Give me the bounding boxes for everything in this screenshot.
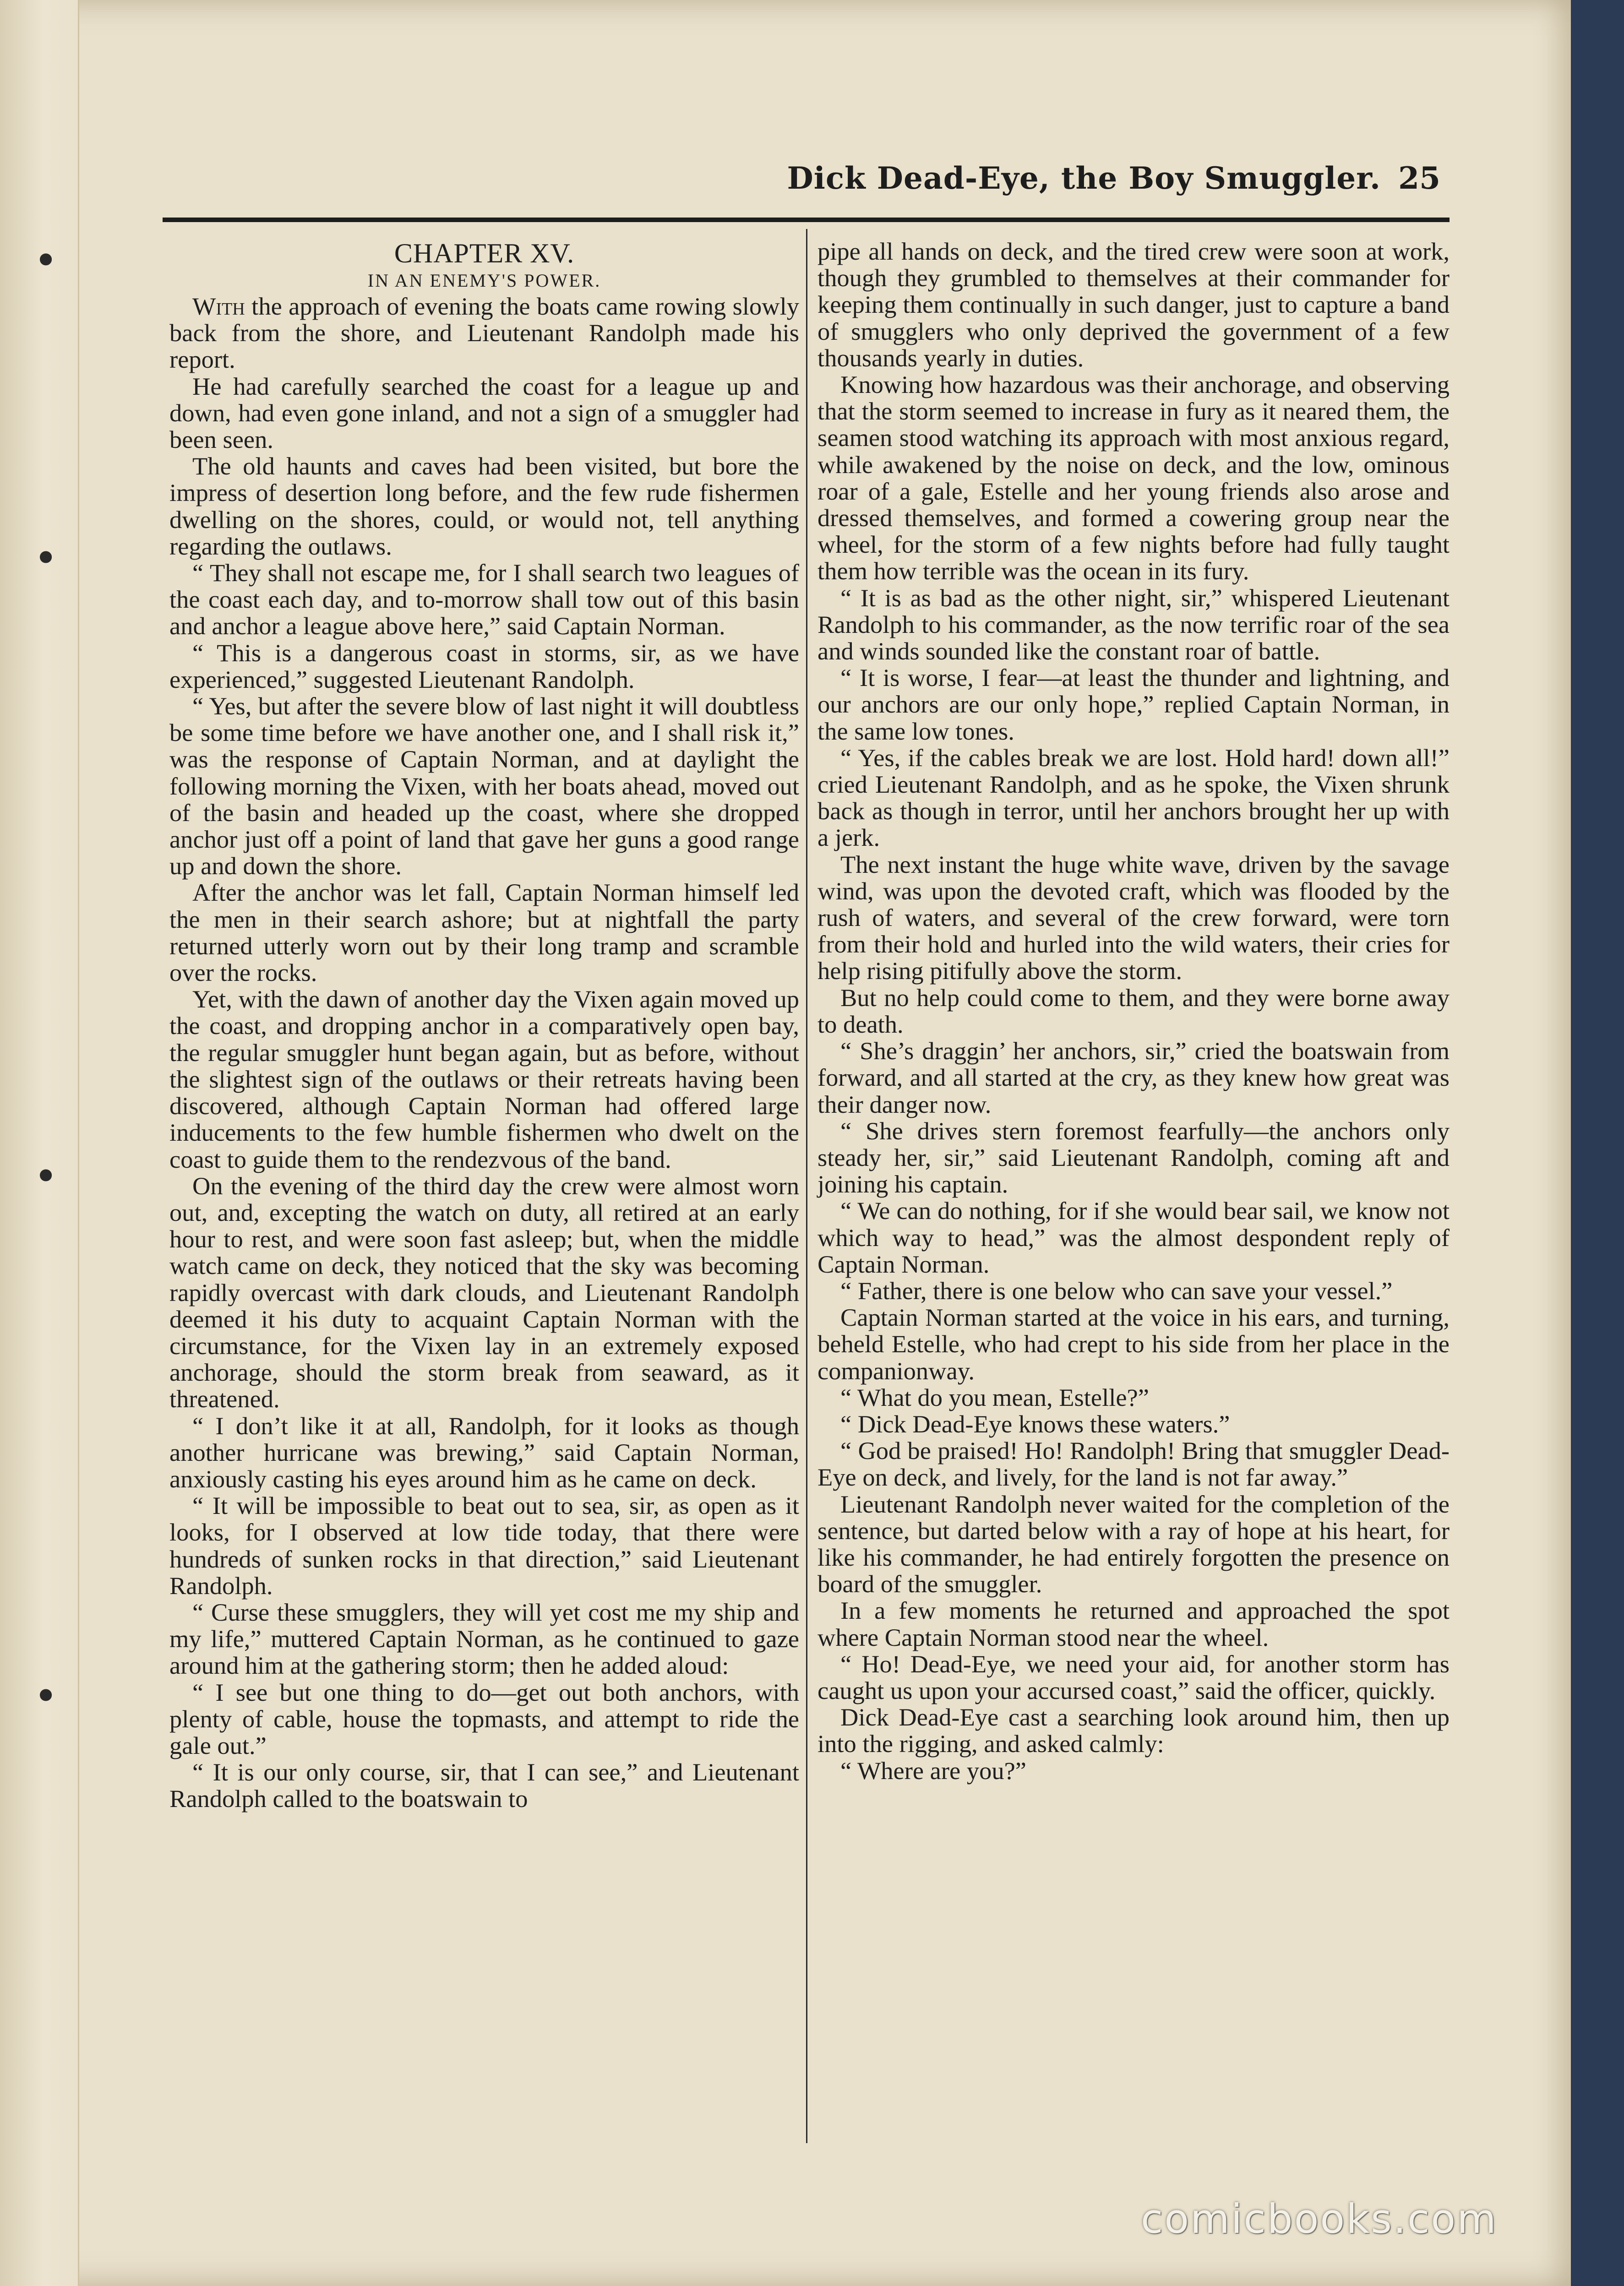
paragraph: “ They shall not escape me, for I shall search two leagues of the coast each day, and to-morrow shall tow out of this basin and anchor a league above here,” said Captain Norman. [169, 559, 799, 640]
paragraph: “ She drives stern foremost fearfully—the anchors only steady her, sir,” said Lieutenant Randolph, coming aft and joining his captain. [817, 1116, 1450, 1198]
stitch-mark-icon: • [33, 237, 58, 285]
chapter-subtitle: IN AN ENEMY'S POWER. [367, 270, 601, 291]
paragraph: With the approach of evening the boats came rowing slowly back from the shore, and Lieutenant Randolph made his report. [169, 292, 800, 374]
paragraph: “ Where are you?” [840, 1756, 1026, 1785]
paragraph: In a few moments he returned and approached the spot where Captain Norman stood near the wheel. [817, 1596, 1450, 1651]
paragraph: “ Ho! Dead-Eye, we need your aid, for another storm has caught us upon your accursed coast,” said the officer, quickly. [817, 1649, 1450, 1704]
left-column [169, 238, 799, 1812]
stitch-mark-icon: • [33, 534, 58, 582]
page-number: 25 [1398, 160, 1440, 196]
running-title: Dick Dead-Eye, the Boy Smuggler. [787, 160, 1381, 196]
paragraph: On the evening of the third day the crew were almost worn out, and, excepting the watch on duty, all retired at an early hour to rest, and were soon fast asleep; but, when the middle watch came on deck, they noticed that the sky was becoming rapidly overcast with dark clouds, and Lieutenant Randolph deemed it his duty to acquaint Captain Norman with the circumstance, for the Vixen lay in an extremely exposed anchorage, should the storm break from seaward, as it threatened. [169, 1171, 799, 1413]
paragraph: “ I see but one thing to do—get out both anchors, with plenty of cable, house the topmasts, and attempt to ride the gale out.” [169, 1678, 799, 1759]
paragraph: Captain Norman started at the voice in his ears, and turning, beheld Estelle, who had crept to his side from her place in the companionway. [817, 1303, 1450, 1385]
paragraph: Dick Dead-Eye cast a searching look around him, then up into the rigging, and asked calmly: [817, 1703, 1450, 1758]
paragraph: “ Yes, but after the severe blow of last night it will doubtless be some time before we have another one, and I shall risk it,” was the response of Captain Norman, and at daylight the following morning the Vixen, with her boats ahead, moved out of the basin and headed up the coast, where she dropped anchor just off a point of land that gave her guns a good range up and down the shore. [169, 692, 799, 880]
stitch-mark-icon: • [33, 1153, 58, 1201]
paragraph: Lieutenant Randolph never waited for the completion of the sentence, but darted below with a ray of hope at his heart, for like his commander, he had entirely forgotten the presence on board of the smuggler. [817, 1490, 1450, 1598]
paragraph: “ Father, there is one below who can save your vessel.” [840, 1276, 1393, 1305]
paragraph: “ It is worse, I fear—at least the thunder and lightning, and our anchors are our only hope,” replied Captain Norman, in the same low tones. [817, 664, 1450, 745]
column-divider [806, 229, 807, 2143]
paragraph: The next instant the huge white wave, driven by the savage wind, was upon the devoted craft, which was flooded by the rush of waters, and several of the crew forward, were torn from their hold and hurled into the wild waters, their cries for help rising pitifully above the storm. [817, 850, 1450, 985]
paragraph: He had carefully searched the coast for a league up and down, had even gone inland, and not a sign of a smuggler had been seen. [169, 372, 799, 454]
paragraph: “ I don’t like it at all, Randolph, for it looks as though another hurricane was brewing,” said Captain Norman, anxiously casting his eyes around him as he came on deck. [169, 1411, 799, 1493]
paragraph: The old haunts and caves had been visited, but bore the impress of desertion long before, and the few rude fishermen dwelling on the shores, could, or would not, tell anything regarding the outlaws. [169, 452, 799, 560]
paragraph: “ God be praised! Ho! Randolph! Bring that smuggler Dead-Eye on deck, and lively, for the land is not far away.” [817, 1437, 1450, 1491]
page-header [163, 160, 1450, 215]
paragraph: “ Dick Dead-Eye knows these waters.” [840, 1410, 1230, 1438]
paragraph: “ It is our only course, sir, that I can see,” and Lieutenant Randolph called to the boatswain to [169, 1758, 799, 1813]
paragraph: Yet, with the dawn of another day the Vixen again moved up the coast, and dropping anchor in a comparatively open bay, the regular smuggler hunt began again, but as before, without the slightest sign of the outlaws or their retreats having been discovered, although Captain Norman had offered large inducements to the few humble fishermen who dwelt on the coast to guide them to the rendezvous of the band. [169, 985, 799, 1173]
right-column [817, 238, 1450, 1784]
paragraph: “ It is as bad as the other night, sir,” whispered Lieutenant Randolph to his commander, as the now terrific roar of the sea and winds sounded like the constant roar of battle. [817, 583, 1450, 665]
first-word: With [192, 292, 245, 320]
stitch-mark-icon: • [33, 1672, 58, 1720]
paragraph: “ This is a dangerous coast in storms, sir, as we have experienced,” suggested Lieutenant Randolph. [169, 638, 799, 693]
paragraph: “ Curse these smugglers, they will yet cost me my ship and my life,” muttered Captain Norman, as he continued to gaze around him at the gathering storm; then he added aloud: [169, 1598, 799, 1680]
header-rule [163, 218, 1450, 222]
paragraph: “ We can do nothing, for if she would bear sail, we know not which way to head,” was the almost despondent reply of Captain Norman. [817, 1197, 1450, 1278]
paragraph: But no help could come to them, and they were borne away to death. [817, 983, 1450, 1038]
paragraph: Knowing how hazardous was their anchorage, and observing that the storm seemed to increase in fury as it neared them, the seamen stood watching its approach with most anxious regard, while awakened by the noise on deck, and the low, ominous roar of a gale, Estelle and her young friends also arose and dressed themselves, and formed a cowering group near the wheel, for the storm of a few nights before had fully taught them how terrible was the ocean in its fury. [817, 370, 1450, 585]
paragraph: “ Yes, if the cables break we are lost. Hold hard! down all!” cried Lieutenant Randolph, and as he spoke, the Vixen shrunk back as though in terror, until her anchors brought her up with a jerk. [817, 743, 1450, 852]
paragraph: pipe all hands on deck, and the tired crew were soon at work, though they grumbled to themselves at their commander for keeping them continually in such danger, just to capture a band of smugglers who only deprived the government of a few thousands yearly in duties. [817, 237, 1450, 372]
site-watermark: comicbooks.com [1140, 2195, 1498, 2242]
page-binding [0, 0, 79, 2286]
paragraph: “ She’s draggin’ her anchors, sir,” cried the boatswain from forward, and all started at the cry, as they knew how great was their danger now. [817, 1037, 1450, 1118]
paragraph: “ What do you mean, Estelle?” [840, 1383, 1149, 1411]
paragraph: After the anchor was let fall, Captain Norman himself led the men in their search ashore; but at nightfall the party returned utterly worn out by their long tramp and scramble over the rocks. [169, 878, 799, 987]
paragraph: “ It will be impossible to beat out to sea, sir, as open as it looks, for I observed at low tide today, that there were hundreds of sunken rocks in that direction,” said Lieutenant Randolph. [169, 1491, 799, 1600]
chapter-title: CHAPTER XV. [394, 238, 575, 268]
